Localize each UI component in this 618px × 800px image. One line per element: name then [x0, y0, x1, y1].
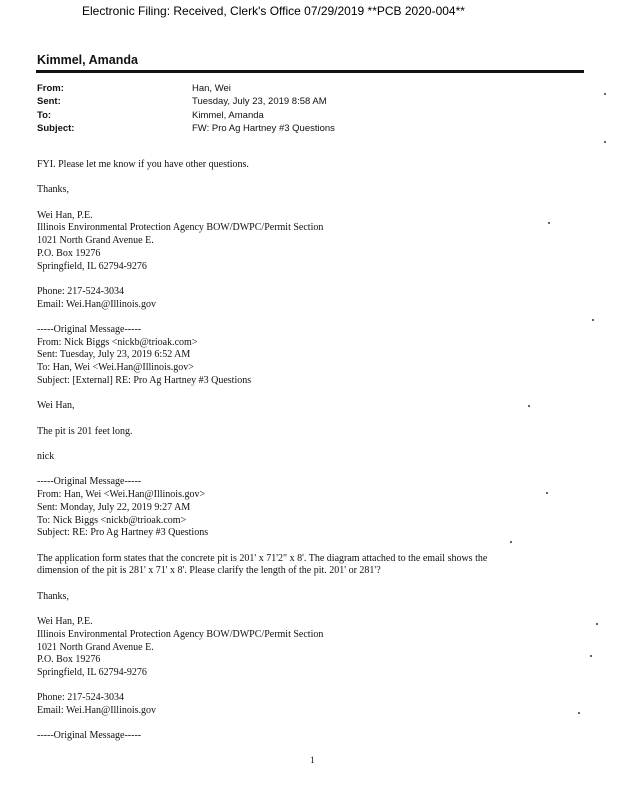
thanks-line: Thanks,	[37, 184, 69, 196]
thanks-paragraph	[37, 184, 557, 197]
original-from: From: Han, Wei <Wei.Han@Illinois.gov>	[37, 489, 206, 501]
signature-pobox: P.O. Box 19276	[37, 654, 101, 666]
reply-paragraph	[37, 426, 557, 439]
scan-speck	[528, 405, 530, 407]
signoff-line: nick	[37, 451, 55, 463]
filing-stamp: Electronic Filing: Received, Clerk's Office 07/29/2019 **PCB 2020-004**	[82, 4, 465, 18]
question-line-2: dimension of the pit is 281' x 71' x 8'. Please clarify the length of the pit. 201' or 281'?	[37, 565, 381, 577]
thanks2-paragraph	[37, 591, 557, 604]
signature-block	[37, 210, 557, 274]
reply-line: The pit is 201 feet long.	[37, 425, 133, 437]
scan-speck	[578, 712, 580, 714]
greeting-line: Wei Han,	[37, 400, 75, 412]
question-paragraph	[37, 553, 557, 578]
original-sent: Sent: Tuesday, July 23, 2019 6:52 AM	[37, 349, 191, 361]
question-line-1: The application form states that the concrete pit is 201' x 71'2" x 8'. The diagram attached to the email shows the	[37, 552, 488, 564]
original-message-divider: -----Original Message-----	[37, 730, 142, 742]
to-label: To:	[37, 109, 52, 121]
signature-city: Springfield, IL 62794-9276	[37, 666, 147, 678]
signature-agency: Illinois Environmental Protection Agency BOW/DWPC/Permit Section	[37, 222, 324, 234]
original-subject: Subject: RE: Pro Ag Hartney #3 Questions	[37, 527, 209, 539]
scan-speck	[592, 319, 594, 321]
scan-speck	[510, 541, 512, 543]
original-message-3	[37, 730, 557, 743]
sent-label: Sent:	[37, 96, 61, 108]
signature-name: Wei Han, P.E.	[37, 209, 93, 221]
signature-email: Email: Wei.Han@Illinois.gov	[37, 298, 157, 310]
signature-city: Springfield, IL 62794-9276	[37, 260, 147, 272]
subject-label: Subject:	[37, 122, 75, 134]
original-message-divider: -----Original Message-----	[37, 476, 142, 488]
signature-contact	[37, 286, 557, 311]
signature-block-2	[37, 616, 557, 680]
thanks-line: Thanks,	[37, 590, 69, 602]
signature-phone: Phone: 217-524-3034	[37, 692, 124, 704]
signature-email: Email: Wei.Han@Illinois.gov	[37, 705, 157, 717]
original-from: From: Nick Biggs <nickb@trioak.com>	[37, 336, 198, 348]
scan-speck	[590, 655, 592, 657]
scan-speck	[546, 492, 548, 494]
original-subject: Subject: [External] RE: Pro Ag Hartney #3 Questions	[37, 374, 252, 386]
original-to: To: Han, Wei <Wei.Han@Illinois.gov>	[37, 362, 194, 374]
subject-value: FW: Pro Ag Hartney #3 Questions	[192, 122, 335, 134]
fyi-line: FYI. Please let me know if you have other questions.	[37, 159, 249, 170]
greeting-paragraph	[37, 400, 557, 413]
scan-speck	[596, 623, 598, 625]
fyi-paragraph	[37, 159, 557, 172]
email-body	[37, 159, 557, 756]
signature-name: Wei Han, P.E.	[37, 616, 93, 628]
original-message-2	[37, 476, 557, 540]
signature-agency: Illinois Environmental Protection Agency BOW/DWPC/Permit Section	[37, 628, 324, 640]
signature-contact-2	[37, 692, 557, 717]
scan-speck	[604, 93, 606, 95]
scan-speck	[604, 141, 606, 143]
signature-phone: Phone: 217-524-3034	[37, 285, 124, 297]
signature-street: 1021 North Grand Avenue E.	[37, 235, 154, 247]
original-message-divider: -----Original Message-----	[37, 324, 142, 336]
from-value: Han, Wei	[192, 83, 231, 94]
signature-street: 1021 North Grand Avenue E.	[37, 641, 154, 653]
page-number: 1	[310, 756, 315, 766]
original-sent: Sent: Monday, July 22, 2019 9:27 AM	[37, 501, 191, 513]
original-message-1	[37, 324, 557, 388]
sent-value: Tuesday, July 23, 2019 8:58 AM	[192, 96, 327, 108]
original-to: To: Nick Biggs <nickb@trioak.com>	[37, 514, 187, 526]
signoff-paragraph	[37, 451, 557, 464]
from-label: From:	[37, 83, 64, 94]
signature-pobox: P.O. Box 19276	[37, 247, 101, 259]
to-value: Kimmel, Amanda	[192, 109, 264, 121]
header-divider	[36, 70, 584, 73]
sender-name: Kimmel, Amanda	[37, 53, 138, 67]
scan-speck	[548, 222, 550, 224]
